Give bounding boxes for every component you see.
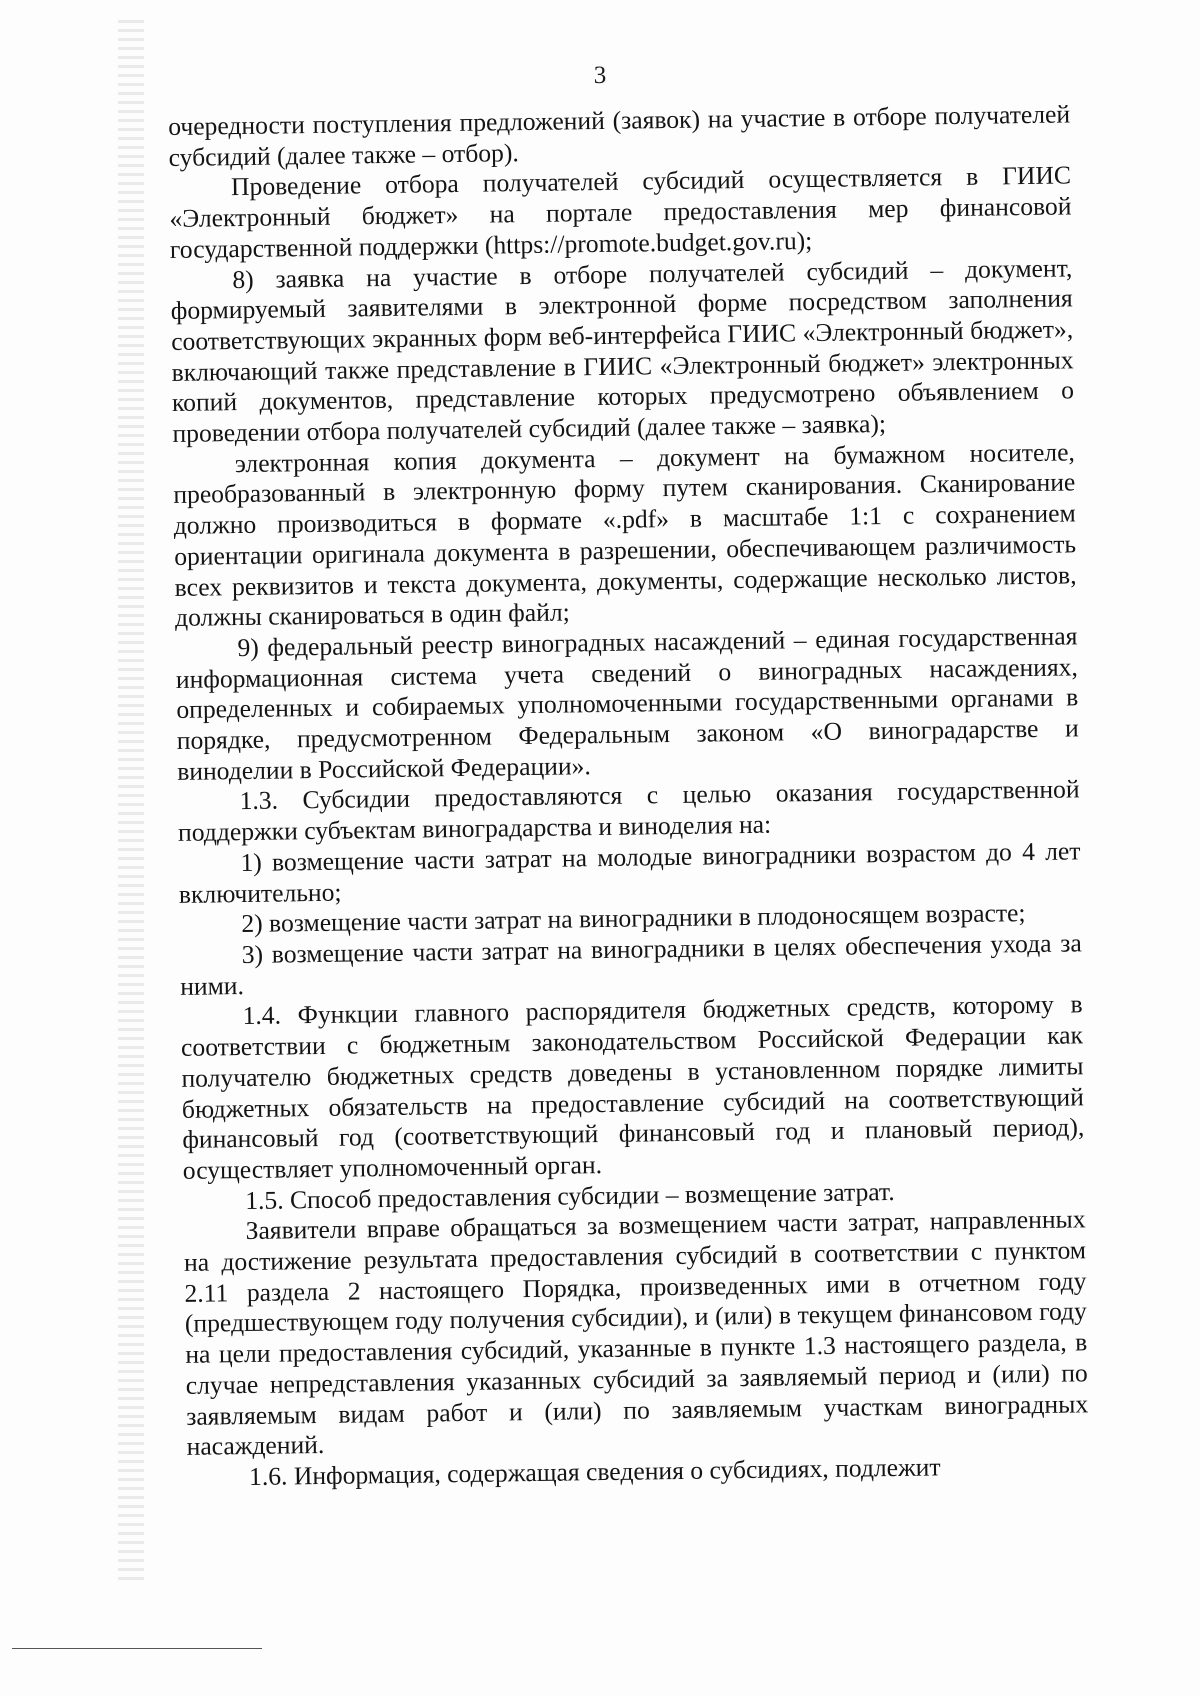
paragraph-selection-portal: Проведение отбора получателей субсидий осуществляется в ГИИС «Электронный бюджет» на портале предоставления мер финансовой государственной поддержки (https://promote.budget.gov.ru); <box>169 160 1072 264</box>
page-number: 3 <box>593 62 607 89</box>
paragraph-1-3: 1.3. Субсидии предоставляются с целью оказания государственной поддержки субъектам виноградарства и виноделия на: <box>177 774 1080 848</box>
paragraph-1-4: 1.4. Функции главного распорядителя бюджетных средств, которому в соответствии с бюджетным законодательством Российской Федерации как получателю бюджетных средств доведены в установленном порядке лимиты бюджетных обязательств на предоставление субсидий на соответствующий финансовый год (соответствующий финансовый год и плановый период), осуществляет уполномоченный орган. <box>180 989 1085 1185</box>
paragraph-item-9: 9) федеральный реестр виноградных насаждений – единая государственная информационная система учета сведений о виноградных насаждениях, определенных и собираемых уполномоченными государственными органами в порядке, предусмотренном Федеральным законом «О виноградарстве и виноделии в Российской Федерации». <box>175 621 1079 786</box>
document-body <box>168 99 1089 1493</box>
binding-shadow <box>118 20 144 1580</box>
paragraph-1-3-item-2: 2) возмещение части затрат на виноградники в плодоносящем возрасте; <box>241 898 1026 939</box>
paragraph-continuation: очередности поступления предложений (заявок) на участие в отборе получателей субсидий (далее также – отбор). <box>168 99 1071 172</box>
paragraph-item-8: 8) заявка на участие в отборе получателей субсидий – документ, формируемый заявителями в электронной форме посредством заполнения соответствующих экранных форм веб-интерфейса ГИИС «Электронный бюджет», включающий также представление в ГИИС «Электронный бюджет» электронных копий документов, представление которых предусмотрено объявлением о проведении отбора получателей субсидий (далее также – заявка); <box>170 252 1075 448</box>
paragraph-applicants: Заявители вправе обращаться за возмещением части затрат, направленных на достижение результата предоставления субсидий в соответствии с пунктом 2.11 раздела 2 настоящего Порядка, произведенных ими в отчетном году (предшествующем году получения субсидии), и (или) в текущем финансовом году на цели предоставления субсидий, указанные в пункте 1.3 настоящего раздела, в случае непредставления указанных субсидий за заявляемый период и (или) по заявляемым видам работ и (или) по заявляемым участкам виноградных насаждений. <box>183 1204 1089 1462</box>
paragraph-1-6: 1.6. Информация, содержащая сведения о субсидиях, подлежит <box>248 1452 941 1491</box>
paragraph-electronic-copy: электронная копия документа – документ на бумажном носителе, преобразованный в электронную форму путем сканирования. Сканирование должно производиться в формате «.pdf» в масштабе 1:1 с сохранением ориентации оригинала документа в разрешении, обеспечивающем различимость всех реквизитов и текста документа, документы, содержащие несколько листов, должны сканироваться в один файл; <box>173 437 1077 633</box>
footer-rule <box>12 1648 262 1649</box>
paragraph-1-3-item-1: 1) возмещение части затрат на молодые виноградники возрастом до 4 лет включительно; <box>178 836 1081 909</box>
paragraph-1-5: 1.5. Способ предоставления субсидии – возмещение затрат. <box>244 1176 895 1215</box>
paragraph-1-3-item-3: 3) возмещение части затрат на виноградники в целях обеспечения ухода за ними. <box>180 928 1082 1001</box>
